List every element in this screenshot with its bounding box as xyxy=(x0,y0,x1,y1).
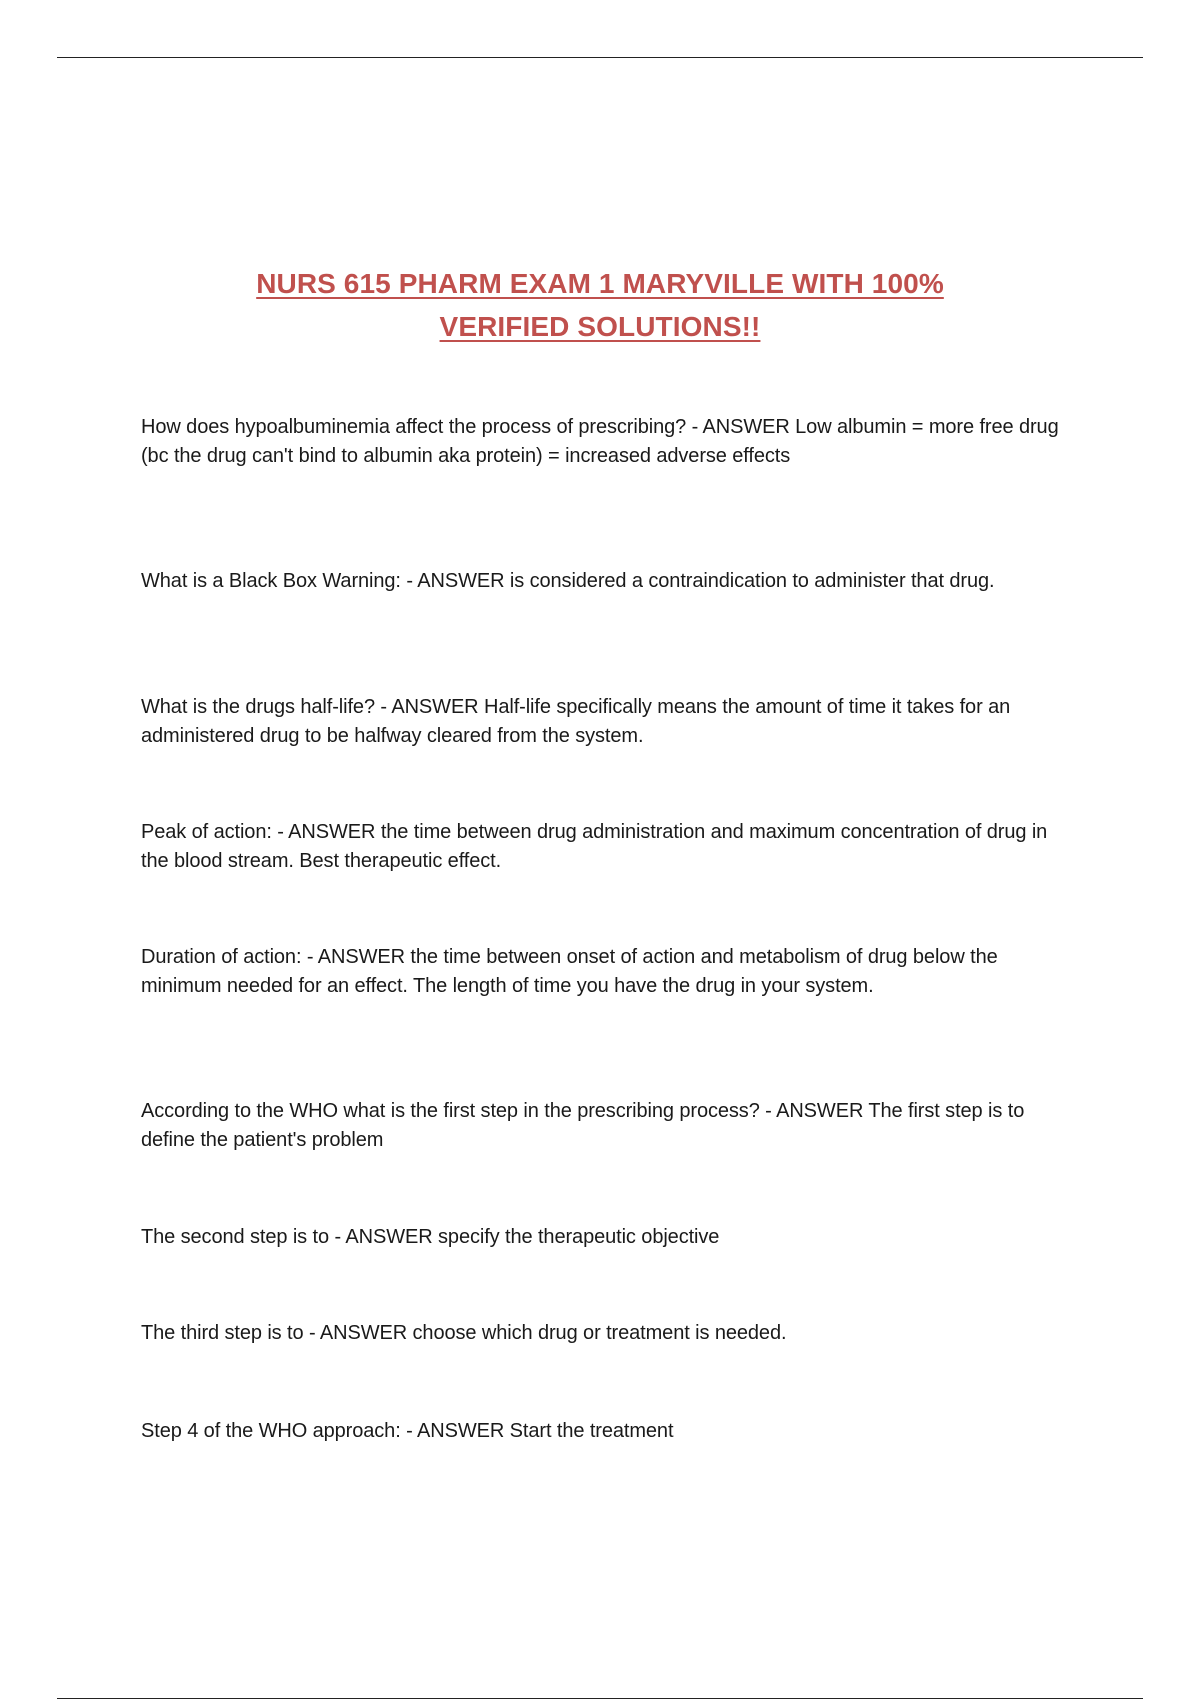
qa-entry-black-box-warning: What is a Black Box Warning: - ANSWER is considered a contraindication to administer that drug. xyxy=(141,570,995,592)
qa-entry-duration-of-action: Duration of action: - ANSWER the time between onset of action and metabolism of drug below the minimum needed for an effect. The length of time you have the drug in your system. xyxy=(141,946,998,997)
qa-entry-second-step: The second step is to - ANSWER specify the therapeutic objective xyxy=(141,1226,720,1248)
qa-entry-peak-of-action: Peak of action: - ANSWER the time between drug administration and maximum concentration of drug in the blood stream. Best therapeutic effect. xyxy=(141,821,1048,872)
top-divider xyxy=(57,57,1143,58)
title-line-1: NURS 615 PHARM EXAM 1 MARYVILLE WITH 100% xyxy=(256,268,944,299)
qa-entry-hypoalbuminemia: How does hypoalbuminemia affect the process of prescribing? - ANSWER Low albumin = more free drug (bc the drug can't bind to albumin aka protein) = increased adverse effects xyxy=(141,416,1059,467)
qa-entry-half-life: What is the drugs half-life? - ANSWER Half-life specifically means the amount of time it takes for an administered drug to be halfway cleared from the system. xyxy=(141,696,1011,747)
qa-entry-third-step: The third step is to - ANSWER choose which drug or treatment is needed. xyxy=(141,1322,787,1344)
title-line-2: VERIFIED SOLUTIONS!! xyxy=(439,311,761,342)
bottom-divider xyxy=(57,1698,1143,1699)
qa-entry-step-four: Step 4 of the WHO approach: - ANSWER Start the treatment xyxy=(141,1420,674,1442)
qa-entry-who-first-step: According to the WHO what is the first step in the prescribing process? - ANSWER The first step is to define the patient's problem xyxy=(141,1100,1025,1151)
document-title xyxy=(140,262,1060,348)
